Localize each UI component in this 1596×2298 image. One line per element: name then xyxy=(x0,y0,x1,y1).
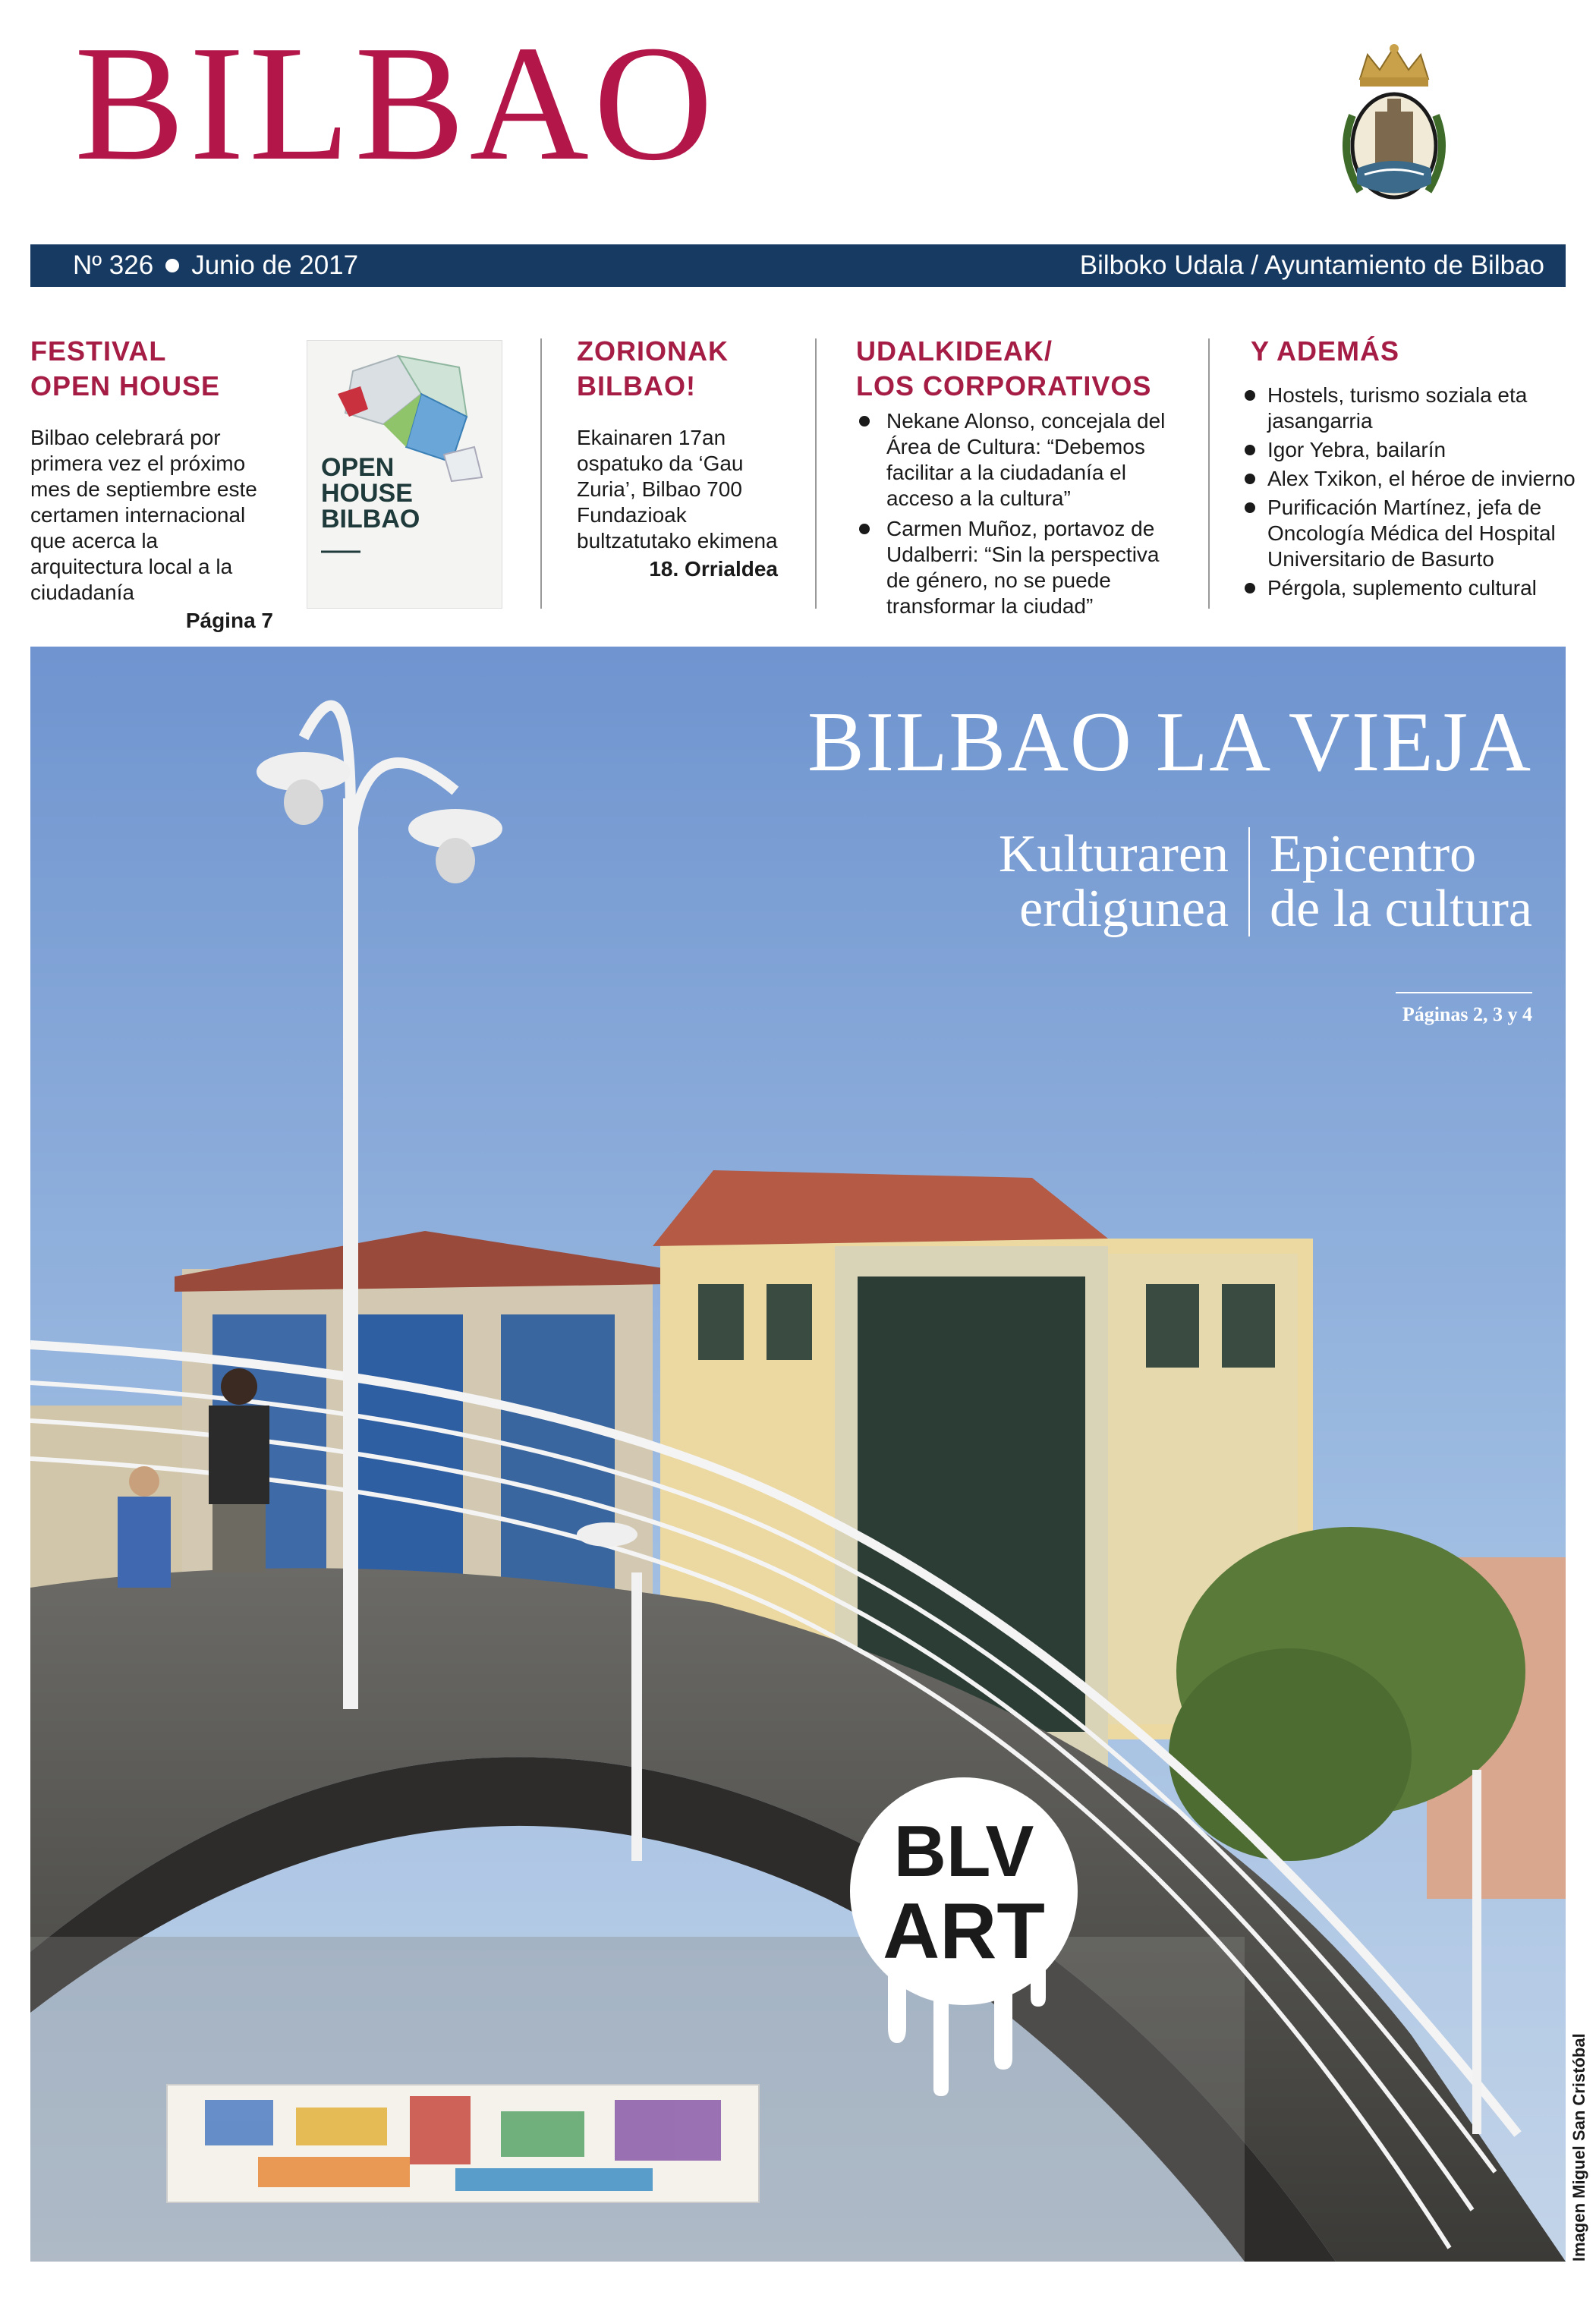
bullet-dot-icon xyxy=(165,259,179,272)
column-divider xyxy=(540,338,542,609)
page-reference[interactable]: Página 7 xyxy=(185,609,273,632)
logo-line-1: BLV xyxy=(893,1811,1034,1892)
column-divider xyxy=(1208,338,1210,609)
issue-date: Junio de 2017 xyxy=(191,250,359,280)
hero-page-reference[interactable]: Páginas 2, 3 y 4 xyxy=(1402,1003,1532,1025)
list-item[interactable]: Alex Txikon, el héroe de invierno xyxy=(1242,466,1576,492)
teaser-festival[interactable] xyxy=(30,334,273,633)
list-item[interactable]: Pérgola, suplemento cultural xyxy=(1242,575,1576,601)
column-divider xyxy=(815,338,817,609)
poster-title: OPEN HOUSE BILBAO xyxy=(321,453,420,534)
list-item[interactable]: Igor Yebra, bailarín xyxy=(1242,437,1576,463)
teaser-corporativos[interactable] xyxy=(856,334,1182,619)
teaser-heading: ZORIONAK BILBAO! xyxy=(577,335,729,401)
teaser-list xyxy=(856,408,1182,619)
hero-title: BILBAO LA VIEJA xyxy=(807,695,1532,789)
publisher-name: Bilboko Udala / Ayuntamiento de Bilbao xyxy=(1079,250,1544,280)
issue-number: Nº 326 xyxy=(73,250,154,280)
teaser-body: Ekainaren 17an ospatuko da ‘Gau Zuria’, Bilbao 700 Fundazioak bultzatutako ekimena xyxy=(577,426,778,552)
teaser-body: Bilbao celebrará por primera vez el próximo mes de septiembre este certamen internacional que acerca la arquitectura local a la ciudadanía xyxy=(30,426,257,604)
teaser-heading: FESTIVAL OPEN HOUSE xyxy=(30,335,221,401)
page-reference[interactable]: 18. Orrialdea xyxy=(649,557,778,581)
teaser-ademas[interactable] xyxy=(1242,334,1576,601)
subtitle-basque: Kulturaren erdigunea xyxy=(998,825,1229,938)
subtitle-spanish: Epicentro de la cultura xyxy=(1270,825,1532,938)
blv-art-logo xyxy=(842,1770,1085,2096)
issue-bar xyxy=(30,244,1566,287)
teaser-zorionak[interactable] xyxy=(577,334,778,581)
list-item[interactable]: Hostels, turismo soziala eta jasangarria xyxy=(1242,382,1576,434)
teaser-heading: Y ADEMÁS xyxy=(1251,335,1400,367)
coat-of-arms-icon xyxy=(1330,39,1459,206)
photo-credit: Imagen Miguel San Cristóbal xyxy=(1569,2033,1588,2262)
list-item[interactable]: Nekane Alonso, concejala del Área de Cultura: “Debemos facilitar a la ciudadanía el acceso a la cultura” xyxy=(856,408,1182,512)
hero-rule xyxy=(1396,992,1532,993)
hero-photo xyxy=(30,647,1566,2262)
list-item[interactable]: Purificación Martínez, jefa de Oncología Médica del Hospital Universitario de Basurto xyxy=(1242,495,1576,572)
logo-line-2: ART xyxy=(883,1887,1045,1975)
teaser-heading: UDALKIDEAK/ LOS CORPORATIVOS xyxy=(856,335,1152,401)
list-item[interactable]: Carmen Muñoz, portavoz de Udalberri: “Sin la perspectiva de género, no se puede transformar la ciudad” xyxy=(856,516,1182,619)
masthead-title: BILBAO xyxy=(74,12,718,195)
teaser-list xyxy=(1242,382,1576,601)
hero-subtitle xyxy=(999,827,1532,937)
open-house-poster xyxy=(307,340,502,609)
